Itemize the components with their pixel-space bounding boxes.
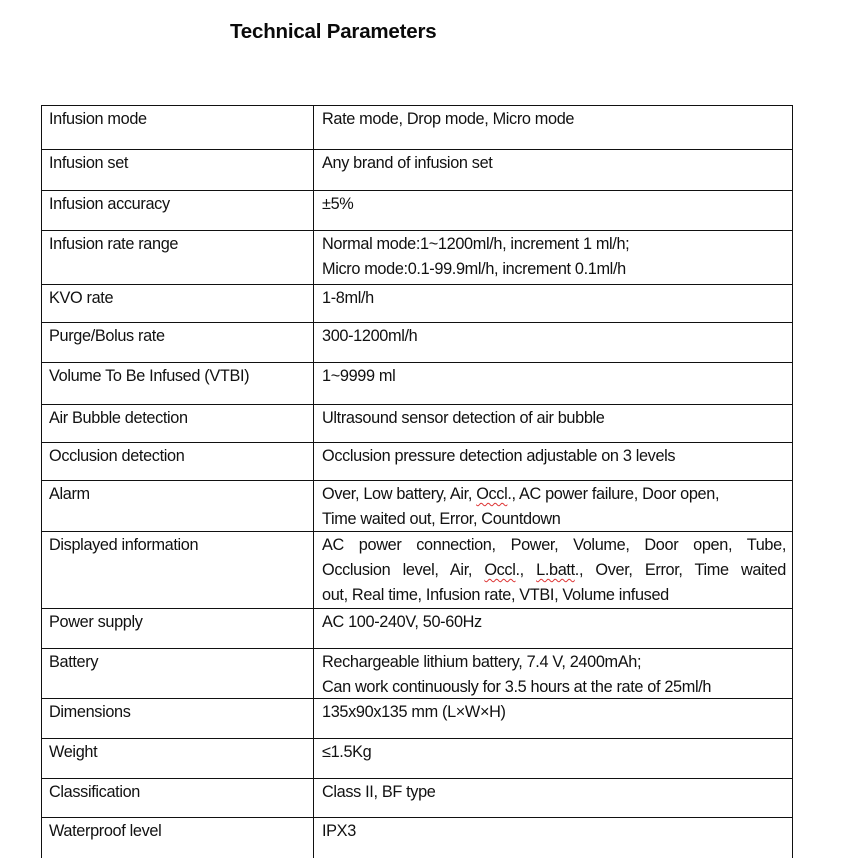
table-row (42, 323, 792, 363)
table-row (42, 363, 792, 405)
value-line: Micro mode:0.1-99.9ml/h, increment 0.1ml/h (322, 260, 626, 278)
parameter-name: Power supply (42, 609, 314, 648)
value-line: Over, Low battery, Air, Occl., AC power failure, Door open, (322, 485, 720, 503)
parameter-value (314, 150, 792, 190)
table-row (42, 106, 792, 150)
parameter-name: Infusion mode (42, 106, 314, 149)
table-row (42, 481, 792, 532)
value-line: ≤1.5Kg (322, 743, 372, 761)
value-line: Time waited out, Error, Countdown (322, 510, 561, 528)
parameter-value (314, 443, 792, 480)
parameter-value (314, 649, 792, 698)
parameter-value (314, 363, 792, 404)
value-line: AC 100-240V, 50-60Hz (322, 613, 482, 631)
parameter-name: Air Bubble detection (42, 405, 314, 442)
value-line: Rechargeable lithium battery, 7.4 V, 2400mAh; (322, 653, 642, 671)
value-line: Any brand of infusion set (322, 154, 493, 172)
value-line: Occlusion pressure detection adjustable on 3 levels (322, 447, 676, 465)
table-row (42, 405, 792, 443)
parameter-name: Waterproof level (42, 818, 314, 858)
parameter-name: Battery (42, 649, 314, 698)
spellcheck-mark: Occl (476, 485, 508, 503)
parameter-value (314, 609, 792, 648)
parameter-name: Occlusion detection (42, 443, 314, 480)
parameter-name: Purge/Bolus rate (42, 323, 314, 362)
parameter-name: Weight (42, 739, 314, 778)
value-line: 1-8ml/h (322, 289, 374, 307)
value-line: Can work continuously for 3.5 hours at the rate of 25ml/h (322, 678, 712, 696)
value-line: Rate mode, Drop mode, Micro mode (322, 110, 575, 128)
table-row (42, 532, 792, 609)
parameter-value (314, 739, 792, 778)
parameter-value (314, 699, 792, 738)
table-row (42, 285, 792, 323)
parameter-value (314, 231, 792, 284)
value-line: Occlusion level, Air, Occl., L.batt., Over, Error, Time waited (322, 561, 786, 579)
technical-parameters-table (41, 105, 793, 858)
value-line: IPX3 (322, 822, 356, 840)
table-row (42, 443, 792, 481)
spellcheck-mark: Occl (484, 561, 516, 579)
table-row (42, 191, 792, 231)
parameter-name: Infusion set (42, 150, 314, 190)
table-row (42, 818, 792, 858)
spellcheck-mark: L.batt (536, 561, 575, 579)
value-line: out, Real time, Infusion rate, VTBI, Volume infused (322, 586, 669, 604)
parameter-value (314, 481, 792, 531)
value-line: 1~9999 ml (322, 367, 396, 385)
parameter-value (314, 818, 792, 858)
value-line: ±5% (322, 195, 354, 213)
value-line: 300-1200ml/h (322, 327, 418, 345)
table-row (42, 150, 792, 191)
value-line: 135x90x135 mm (L×W×H) (322, 703, 506, 721)
parameter-value (314, 285, 792, 322)
table-row (42, 609, 792, 649)
parameter-name: Classification (42, 779, 314, 817)
parameter-value (314, 405, 792, 442)
page-title: Technical Parameters (230, 20, 437, 43)
parameter-name: Infusion rate range (42, 231, 314, 284)
parameter-value (314, 106, 792, 149)
parameter-value (314, 532, 792, 608)
parameter-name: Displayed information (42, 532, 314, 608)
value-line: Class II, BF type (322, 783, 436, 801)
parameter-value (314, 779, 792, 817)
table-row (42, 699, 792, 739)
parameter-name: Dimensions (42, 699, 314, 738)
parameter-value (314, 191, 792, 230)
value-line: Normal mode:1~1200ml/h, increment 1 ml/h; (322, 235, 630, 253)
parameter-value (314, 323, 792, 362)
parameter-name: Alarm (42, 481, 314, 531)
parameter-name: KVO rate (42, 285, 314, 322)
table-row (42, 779, 792, 818)
table-row (42, 231, 792, 285)
value-line: AC power connection, Power, Volume, Door open, Tube, (322, 536, 786, 554)
parameter-name: Infusion accuracy (42, 191, 314, 230)
value-line: Ultrasound sensor detection of air bubble (322, 409, 605, 427)
table-row (42, 739, 792, 779)
table-row (42, 649, 792, 699)
parameter-name: Volume To Be Infused (VTBI) (42, 363, 314, 404)
